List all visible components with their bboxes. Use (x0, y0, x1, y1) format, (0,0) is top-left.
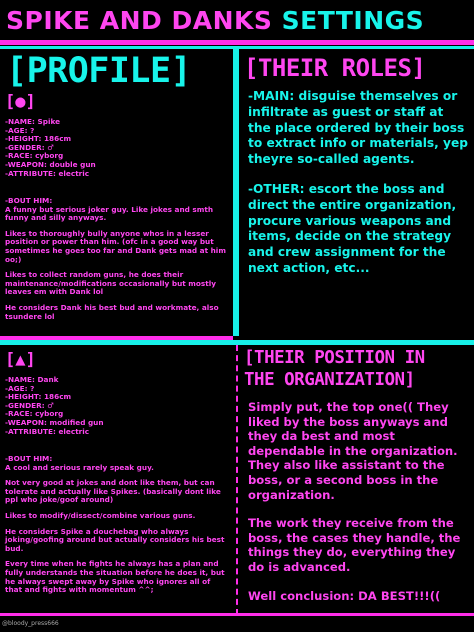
spike-stat-race: -RACE: cyborg (5, 151, 64, 161)
page-title (6, 6, 424, 35)
profile-heading: [PROFILE] (6, 51, 192, 91)
position-p2: The work they receive from the boss, the cases they handle, the things they do, everything they do is advanced. (248, 516, 461, 574)
spike-profile (5, 118, 227, 178)
center-cyan-divider-upper (233, 46, 239, 336)
roles-other: -OTHER: escort the boss and direct the entire organization, procure various weapons and items, decide on the strategy and crew assignment for the next action, etc... (248, 181, 457, 275)
position-heading-line1: [THEIR POSITION IN (244, 348, 425, 368)
title-part-names: SPIKE AND DANKS (6, 6, 273, 35)
dank-about-p3: Likes to modify/dissect/combine various guns. (5, 510, 196, 520)
roles-main: -MAIN: disguise themselves or infiltrate as guest or staff at the place ordered by their boss to extract info or materials, yep theyre so-called agents. (248, 89, 468, 167)
position-p1: Simply put, the top one(( They liked by the boss anyways and they da best and most dependable in the organization. They also like assistant to the boss, or a second boss in the organization. (248, 400, 458, 502)
spike-about (5, 197, 227, 328)
spike-stat-age: -AGE: ? (5, 125, 35, 135)
dank-stat-name: -NAME: Dank (5, 375, 59, 384)
center-dashed-divider-lower (236, 345, 240, 615)
position-text (248, 400, 470, 617)
dank-about-p2: Not very good at jokes and dont like them, but can tolerate and actually like Spikes. (basically dont like ppl who joke/goof around) (5, 478, 221, 505)
dank-profile (5, 376, 227, 436)
dank-about-p5: Every time when he fights he always has a plan and fully understands the situation before he does it, but he always swept away by Spike who ignores all of that and fights with momentum ^^; (5, 559, 225, 595)
position-p3: Well conclusion: DA BEST!!!(( (248, 588, 441, 603)
spike-stat-weapon: -WEAPON: double gun (5, 159, 96, 169)
spike-stat-gender: -GENDER: ♂ (5, 142, 54, 152)
dank-about-p1: A cool and serious rarely speak guy. (5, 462, 154, 472)
spike-about-p1: A funny but serious joker guy. Like jokes and smth funny and silly anyways. (5, 204, 214, 223)
roles-heading: [THEIR ROLES] (244, 54, 426, 82)
spike-about-p2: Likes to thoroughly bully anyone whos in a lesser position or power than him. (ofc in a good way but sometimes he goes too far and Dank gets mad at him oo;) (5, 228, 226, 264)
spike-stat-name: -NAME: Spike (5, 117, 61, 126)
spike-about-p4: He considers Dank his best bud and workmate, also tsundere lol (5, 302, 219, 321)
dank-stat-race: -RACE: cyborg (5, 409, 64, 419)
dank-stat-attribute: -ATTRIBUTE: electric (5, 426, 90, 436)
dank-stat-gender: -GENDER: ♂ (5, 400, 54, 410)
spike-about-heading: -BOUT HIM: (5, 196, 53, 205)
position-heading-line2: THE ORGANIZATION] (244, 370, 415, 390)
dank-icon: [▲] (5, 350, 36, 370)
spike-about-p3: Likes to collect random guns, he does their maintenance/modifications occasionally but mostly leaves em with Dank lol (5, 270, 217, 297)
dank-about-p4: He considers Spike a douchebag who always joking/goofing around but actually considers his best bud. (5, 526, 225, 553)
dank-stat-height: -HEIGHT: 186cm (5, 392, 72, 402)
dank-stat-weapon: -WEAPON: modified gun (5, 417, 104, 427)
dank-about-heading: -BOUT HIM: (5, 454, 53, 463)
title-part-settings: SETTINGS (281, 6, 425, 35)
top-divider (0, 40, 474, 45)
dank-stat-age: -AGE: ? (5, 383, 35, 393)
spike-stat-attribute: -ATTRIBUTE: electric (5, 168, 90, 178)
dank-about (5, 455, 227, 602)
spike-stat-height: -HEIGHT: 186cm (5, 134, 72, 144)
position-heading (244, 347, 425, 391)
spike-icon: [●] (5, 92, 36, 112)
watermark: @bloody_press666 (2, 620, 59, 627)
roles-text (248, 89, 468, 291)
